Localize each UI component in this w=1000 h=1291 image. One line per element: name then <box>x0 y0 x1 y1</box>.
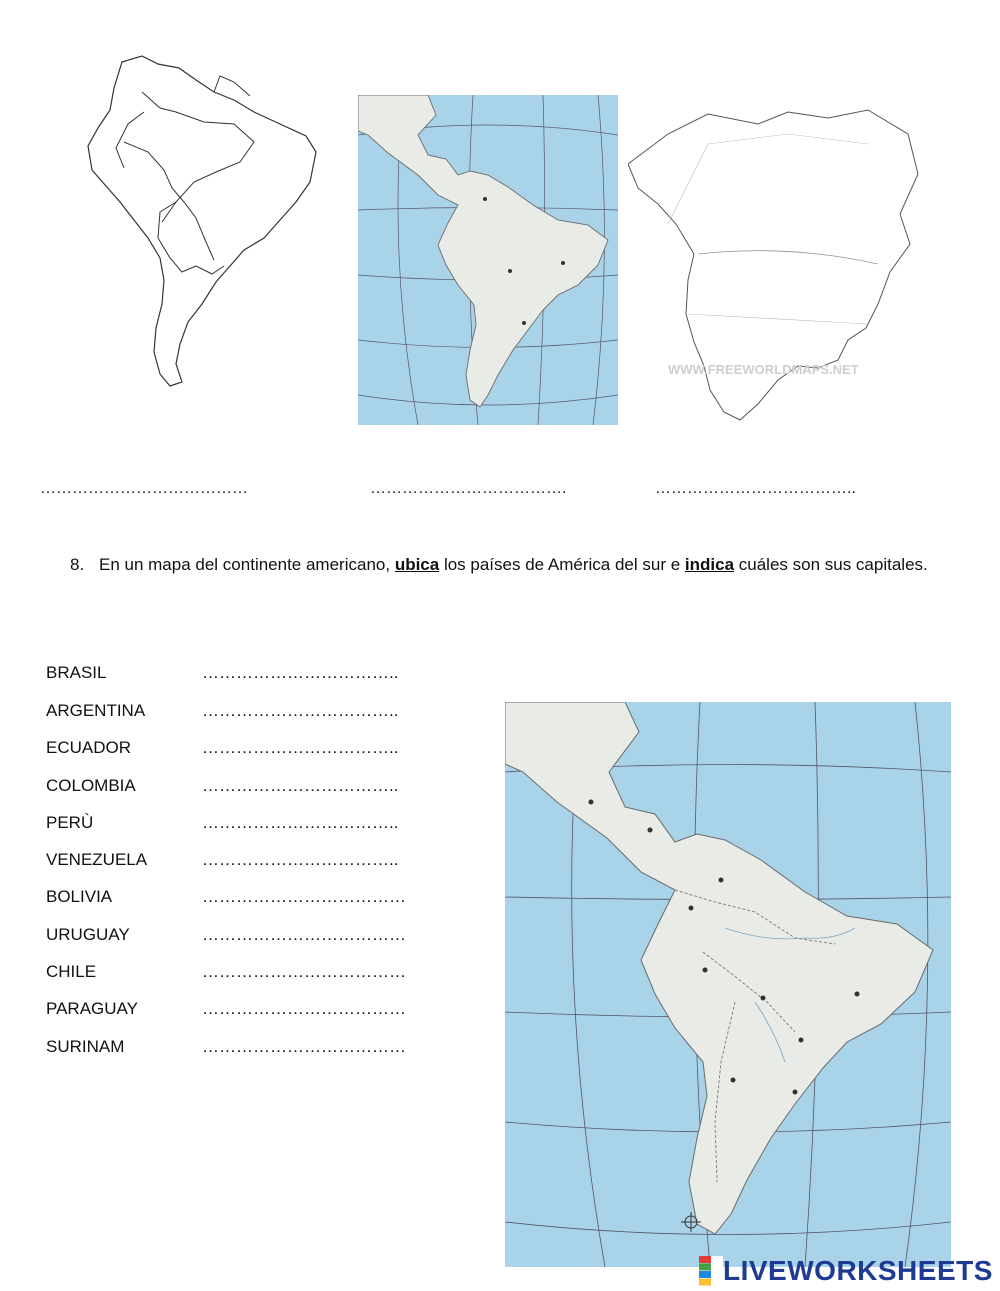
country-name: ECUADOR <box>46 738 132 757</box>
latin-america-map-icon <box>358 95 618 425</box>
question-number: 8. <box>70 555 85 574</box>
country-name: SURINAM <box>46 1037 125 1056</box>
country-row <box>46 1037 406 1057</box>
answer-blank-3[interactable]: ……………………………….. <box>655 480 856 497</box>
answer-blank-1[interactable]: ………………………………… <box>40 480 248 497</box>
latin-america-large-map-icon <box>505 702 951 1267</box>
country-row <box>46 738 398 758</box>
country-name: ARGENTINA <box>46 701 146 720</box>
capital-blank[interactable]: ……………………………… <box>202 925 406 944</box>
south-america-outline-map <box>84 52 324 392</box>
country-row <box>46 776 398 796</box>
capital-blank[interactable]: …………………………….. <box>202 701 399 720</box>
north-america-outline-icon <box>628 104 920 426</box>
country-name: VENEZUELA <box>46 850 148 869</box>
country-row <box>46 925 406 945</box>
country-row <box>46 850 398 870</box>
country-row <box>46 962 406 982</box>
country-name: URUGUAY <box>46 925 130 944</box>
north-america-outline-map <box>628 104 920 426</box>
capital-blank[interactable]: …………………………….. <box>202 813 399 832</box>
country-row <box>46 887 406 907</box>
country-row <box>46 813 398 833</box>
country-row <box>46 663 398 683</box>
question-text: En un mapa del continente americano, ubica los países de América del sur e indica cuáles son sus capitales. <box>99 555 928 574</box>
capital-blank[interactable]: ……………………………… <box>202 962 406 981</box>
capital-blank[interactable]: ……………………………… <box>202 999 406 1018</box>
capital-blank[interactable]: …………………………….. <box>202 663 399 682</box>
country-name: PARAGUAY <box>46 999 138 1018</box>
country-name: CHILE <box>46 962 97 981</box>
capital-blank[interactable]: ……………………………… <box>202 1037 406 1056</box>
answer-blank-2[interactable]: ………………………………. <box>370 480 567 497</box>
capital-blank[interactable]: ……………………………… <box>202 887 406 906</box>
capital-blank[interactable]: …………………………….. <box>202 776 399 795</box>
map-watermark: WWW.FREEWORLDMAPS.NET <box>668 362 859 377</box>
country-name: BRASIL <box>46 663 107 682</box>
capital-blank[interactable]: …………………………….. <box>202 850 399 869</box>
logo-text: LIVEWORKSHEETS <box>723 1255 993 1286</box>
latin-america-large-map <box>505 702 951 1267</box>
keyword-indica: indica <box>684 555 735 574</box>
country-name: COLOMBIA <box>46 776 136 795</box>
capital-blank[interactable]: …………………………….. <box>202 738 399 757</box>
question-8 <box>70 552 950 577</box>
country-name: PERÙ <box>46 813 94 832</box>
keyword-ubica: ubica <box>394 555 440 574</box>
south-america-outline-icon <box>84 52 324 392</box>
country-name: BOLIVIA <box>46 887 113 906</box>
latin-america-colored-map <box>358 95 618 425</box>
country-row <box>46 999 406 1019</box>
live-badge-icon <box>699 1256 723 1286</box>
liveworksheets-logo <box>699 1255 993 1287</box>
country-row <box>46 701 398 721</box>
